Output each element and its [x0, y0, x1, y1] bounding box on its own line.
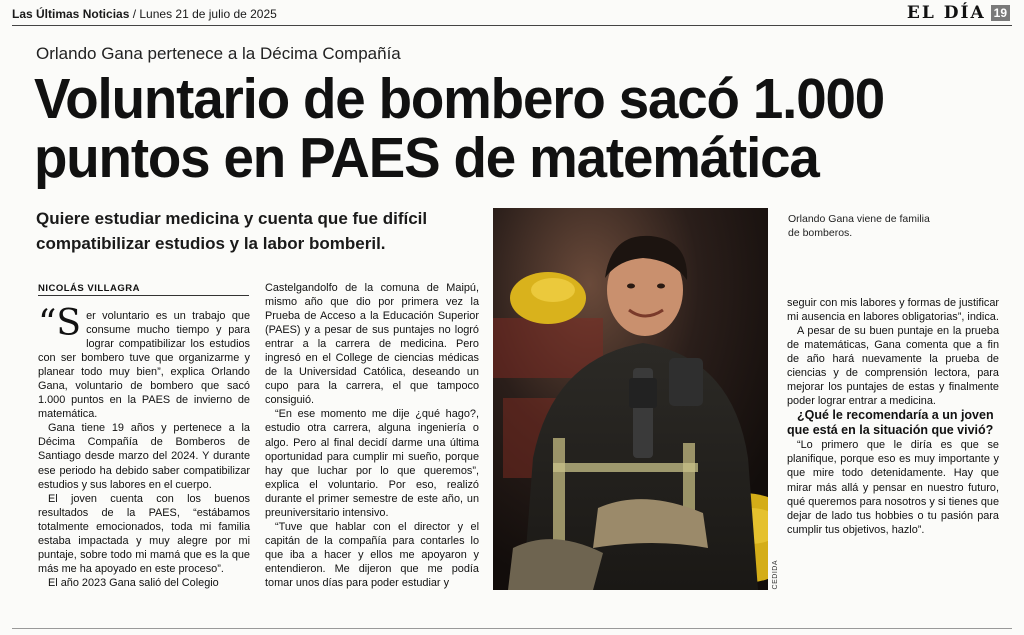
page-number: 19	[991, 5, 1010, 21]
paragraph: El joven cuenta con los buenos resultados de la PAES, “estábamos totalmente emocionados, toda mi familia estaba impactada y muy alegre por mi puntaje, sobre todo mi mamá que es la que más me ha apoyado en este proceso”.	[38, 492, 250, 575]
headline-line-2: puntos en PAES de matemática	[34, 126, 819, 190]
drop-cap: “S	[38, 303, 82, 344]
bottom-divider	[12, 628, 1012, 629]
paragraph-text: er voluntario es un trabajo que consume mucho tiempo y para lograr compatibilizar los estudios con ser bombero tuve que organizarme y planear todo muy bien”, explica Orlando Gana, voluntario de bombero que sacó 1.000 puntos en la PAES de invierno de matemática.	[38, 310, 250, 421]
photo-illustration	[493, 208, 768, 590]
photo-caption: Orlando Gana viene de familia de bomberos.	[788, 213, 930, 239]
header-divider	[12, 25, 1012, 26]
publication-name: Las Últimas Noticias	[12, 7, 130, 21]
subheadline: Quiere estudiar medicina y cuenta que fue difícil compatibilizar estudios y la labor bomberil.	[36, 209, 428, 253]
paragraph: El año 2023 Gana salió del Colegio	[48, 576, 219, 589]
byline-divider	[38, 295, 249, 296]
paragraph	[38, 303, 250, 421]
issue-date: / Lunes 21 de julio de 2025	[129, 7, 277, 21]
firefighter-photo	[493, 208, 768, 590]
byline: NICOLÁS VILLAGRA	[38, 283, 140, 294]
paragraph: seguir con mis labores y formas de justificar mi ausencia en labores obligatorias”, indica.	[787, 297, 999, 324]
paragraph: Castelgandolfo de la comuna de Maipú, mismo año que dio por primera vez la Prueba de Acceso a la Educación Superior (PAES) y a pesar de sus puntajes no logró entrar a la carrera de medicina. Pero ingresó en el College de ciencias médicas de la Universidad Católica, deseando un cupo para la carrera, el que tampoco consiguió.	[265, 282, 479, 407]
headline	[34, 67, 885, 190]
photo-credit: CEDIDA	[772, 560, 779, 590]
masthead	[12, 7, 277, 21]
article-column-3	[787, 296, 999, 537]
article-column-1	[38, 303, 250, 590]
kicker: Orlando Gana pertenece a la Décima Compañía	[36, 44, 401, 63]
paragraph: Gana tiene 19 años y pertenece a la Décima Compañía de Bomberos de Santiago desde marzo del 2024. Y durante ese periodo ha debido saber compatibilizar estudios y sus labores en el cuerpo.	[38, 422, 250, 491]
paragraph: “En ese momento me dije ¿qué hago?, estudio otra carrera, alguna ingeniería o algo. Pero al final decidí darme una última oportunidad para cumplir mi sueño, porque hay que luchar por lo que queremos”, explica el voluntario. Por eso, realizó durante el primer semestre de este año, un preuniversitario intensivo.	[265, 408, 479, 519]
interview-question: ¿Qué le recomendaría a un joven que está en la situación que vivió?	[787, 408, 994, 438]
paragraph: “Tuve que hablar con el director y el capitán de la compañía para contarles lo que iba a hacer y ellos me apoyaron y entendieron. Me dijeron que me podía tomar unos días para poder estudiar y	[265, 520, 479, 589]
paragraph: “Lo primero que le diría es que se planifique, porque eso es muy importante y que mire todo detenidamente. Hay que mirar más allá y pensar en nuestro futuro, qué queremos para nosotros y si tienes que dejar de lado tus hobbies o tu pasión para cumplir tus objetivos, hazlo”.	[787, 439, 999, 536]
section-header	[907, 3, 1010, 23]
article-column-2	[265, 281, 479, 590]
paragraph: A pesar de su buen puntaje en la prueba de matemáticas, Gana comenta que a fin de año hará nuevamente la prueba de ciencias y de comprensión lectora, para mejorar los puntajes de estas y finalmente poder lograr entrar a medicina.	[787, 325, 999, 408]
section-name: EL DÍA	[906, 3, 986, 23]
headline-line-1: Voluntario de bombero sacó 1.000	[34, 67, 885, 131]
